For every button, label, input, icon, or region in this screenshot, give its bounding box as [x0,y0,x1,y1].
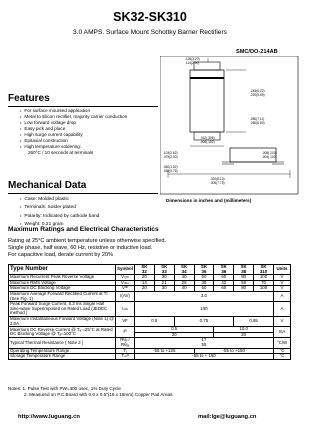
unit-cell: V [273,280,290,286]
param-cell: Maximum DC Blocking Voltage [9,286,116,292]
list-item: 260°C / 10 seconds at terminals [28,150,94,155]
list-item: • Metal to silicon rectifier, majority carrier conduction [20,114,127,120]
dim-label: .060(1.52) .030(0.76) [163,165,178,173]
table-row: Operating Temperature Range Tⱼ -55 to +125 -55 to +150 °C [9,348,291,354]
features-divider [8,106,158,107]
unit-cell: A [273,302,290,317]
symbol-cell: Vᵈᶜ [116,286,135,292]
param-cell: Maximum Recurrent Peak Reverse Voltage [9,275,116,281]
type-number-header: Type Number [9,265,116,275]
symbol-cell: Iₛₘ [116,302,135,317]
ratings-line: Single phase, half wave, 60 Hz, resistive or inductive load. [8,245,153,251]
table-row: Maximum Recurrent Peak Reverse Voltage Vᵣᵣₘ 20 30 40 50 60 80 100 V [9,275,291,281]
param-cell: Maximum Instantaneous Forward Voltage (Note 1) @ 3.0A [10,315,114,326]
list-item: • Weight: 0.21 gram [20,220,99,228]
features-heading: Features [8,93,50,104]
package-title: SMC/DO-214AB [236,49,278,55]
dim-label: .245(6.22) .220(5.59) [250,89,265,97]
document-title: SK32-SK310 [113,10,187,24]
dim-label: .103(2.62) .079(2.00) [163,151,178,159]
symbol-cell: Tⱼ [116,348,135,354]
table-header-row [9,265,291,275]
list-item: • Low forward voltage drop [20,120,127,126]
dim-label: .008(.203) .004(.102) [262,151,277,159]
symbol-cell: VF [116,316,135,326]
features-list [20,108,127,156]
symbol-cell: Vᵣᵣₘ [116,275,135,281]
list-item: • High surge current capability [20,132,127,138]
param-cell: Maximum Average Forward Rectified Current at Tl (See Fig. 1) [9,291,116,301]
note-line: Notes: 1. Pulse Test with PW=300 usec, 1% Duty Cycle [8,386,121,391]
list-item: • Terminals: Solder plated [20,203,99,211]
dim-label: .280(7.11) .260(6.60) [250,117,265,125]
symbol-header: Symbol [116,265,135,275]
param-cell: Operating Temperature Range [9,348,116,354]
unit-cell: V [273,286,290,292]
table-row: Maximum Average Forward Rectified Current at Tl (See Fig. 1) I(AV) 3.0 A [9,291,291,301]
symbol-cell: Vᵣₘₛ [116,280,135,286]
ratings-line: Rating at 25°C ambient temperature unless otherwise specified. [8,238,167,244]
part-header: SK 35 [194,265,214,275]
list-item: • Easy pick and place [20,126,127,132]
table-row: Maximum DC Blocking Voltage Vᵈᶜ 20 30 40 50 60 80 100 V [9,286,291,292]
part-header: SK 33 [154,265,174,275]
list-item: • Polarity: Indicated by cathode band [20,212,99,220]
table-row: Maximum DC Reverse Current @ Tₐ =25°C at Rated DC Blocking Voltage @ Tₐ=100°C Iᴿ 0.5 10.0 mA [9,327,291,333]
table-row: 20 20 [9,332,291,338]
mechanical-list [20,195,99,229]
part-header: SK 36 [214,265,234,275]
table-row: Storage Temperature Range Tₛₜᵍ -55 to + 150 °C [9,354,291,360]
ratings-line: For capacitive load, derate current by 20% [8,252,114,258]
dim-label: .012(.305) .006(.152) [200,136,215,144]
table-row: Maximum RMS Voltage Vᵣₘₛ 14 21 28 35 42 56 70 V [9,280,291,286]
ratings-heading: Maximum Ratings and Electrical Characteristics [8,226,159,233]
table-row: Maximum Instantaneous Forward Voltage (Note 1) @ 3.0A VF 0.5 0.75 0.85 V [9,316,291,326]
unit-cell: °C [273,348,290,354]
symbol-cell: I(AV) [116,291,135,301]
unit-cell: mA [273,327,290,338]
param-cell: Storage Temperature Range [9,354,116,360]
unit-cell: V [273,316,290,326]
footer-email-link[interactable]: mail:lge@luguang.cn [198,414,257,420]
document-subtitle: 3.0 AMPS. Surface Mount Schottky Barrier Rectifiers [73,29,227,36]
list-item: • For surface mounted application [20,108,127,114]
part-header: SK 34 [174,265,194,275]
part-header: SK 310 [254,265,274,275]
symbol-cell: Iᴿ [116,327,135,338]
table-row: Typical Thermal Resistance ( Note 2 ) Rθⱼₗ / Rθⱼₐ 17 55 °C/W [9,338,291,348]
unit-cell: °C/W [273,338,290,348]
mechanical-heading: Mechanical Data [8,180,87,191]
table-row: Peak Forward Surge Current, 8.3 ms Single Half Sine-wave Superimposed on Rated Load (JEDEC method ) Iₛₘ 100 A [9,302,291,317]
part-header: SK 32 [134,265,154,275]
param-cell: Typical Thermal Resistance ( Note 2 ) [9,338,116,348]
list-item: • Epitaxial construction [20,138,127,144]
mechanical-divider [8,193,158,194]
notes [8,386,174,399]
footer-website-link[interactable]: http://www.luguang.cn [18,414,80,420]
note-line: 2. Measured on P.C.Board with 0.6 x 0.6"(16 x 16mm) Copper Pad Areas. [24,392,174,398]
package-outline-drawing [160,56,300,196]
unit-cell: °C [273,354,290,360]
symbol-cell: Rθⱼₗ / Rθⱼₐ [116,338,135,348]
dimensions-caption: Dimensions in inches and (millimeters) [166,198,252,203]
symbol-cell: Tₛₜᵍ [116,354,135,360]
dim-label: .126(3.20) .114(2.90) [185,57,200,65]
param-cell: Maximum DC Reverse Current @ Tₐ =25°C at Rated DC Blocking Voltage @ Tₐ=100°C [9,327,116,338]
list-item: • High temperature soldering: [20,144,127,150]
part-header: SK 38 [234,265,254,275]
ratings-table [8,264,291,360]
dim-label: .320(8.13) .305(7.75) [210,177,225,185]
units-header: Units [273,265,290,275]
list-item: • Case: Molded plastic [20,195,99,203]
unit-cell: A [273,291,290,301]
unit-cell: V [273,275,290,281]
param-cell: Peak Forward Surge Current, 8.3 ms Single Half Sine-wave Superimposed on Rated Load (JEDEC method ) [9,302,116,317]
ratings-notes [8,238,166,259]
param-cell: Maximum RMS Voltage [9,280,116,286]
